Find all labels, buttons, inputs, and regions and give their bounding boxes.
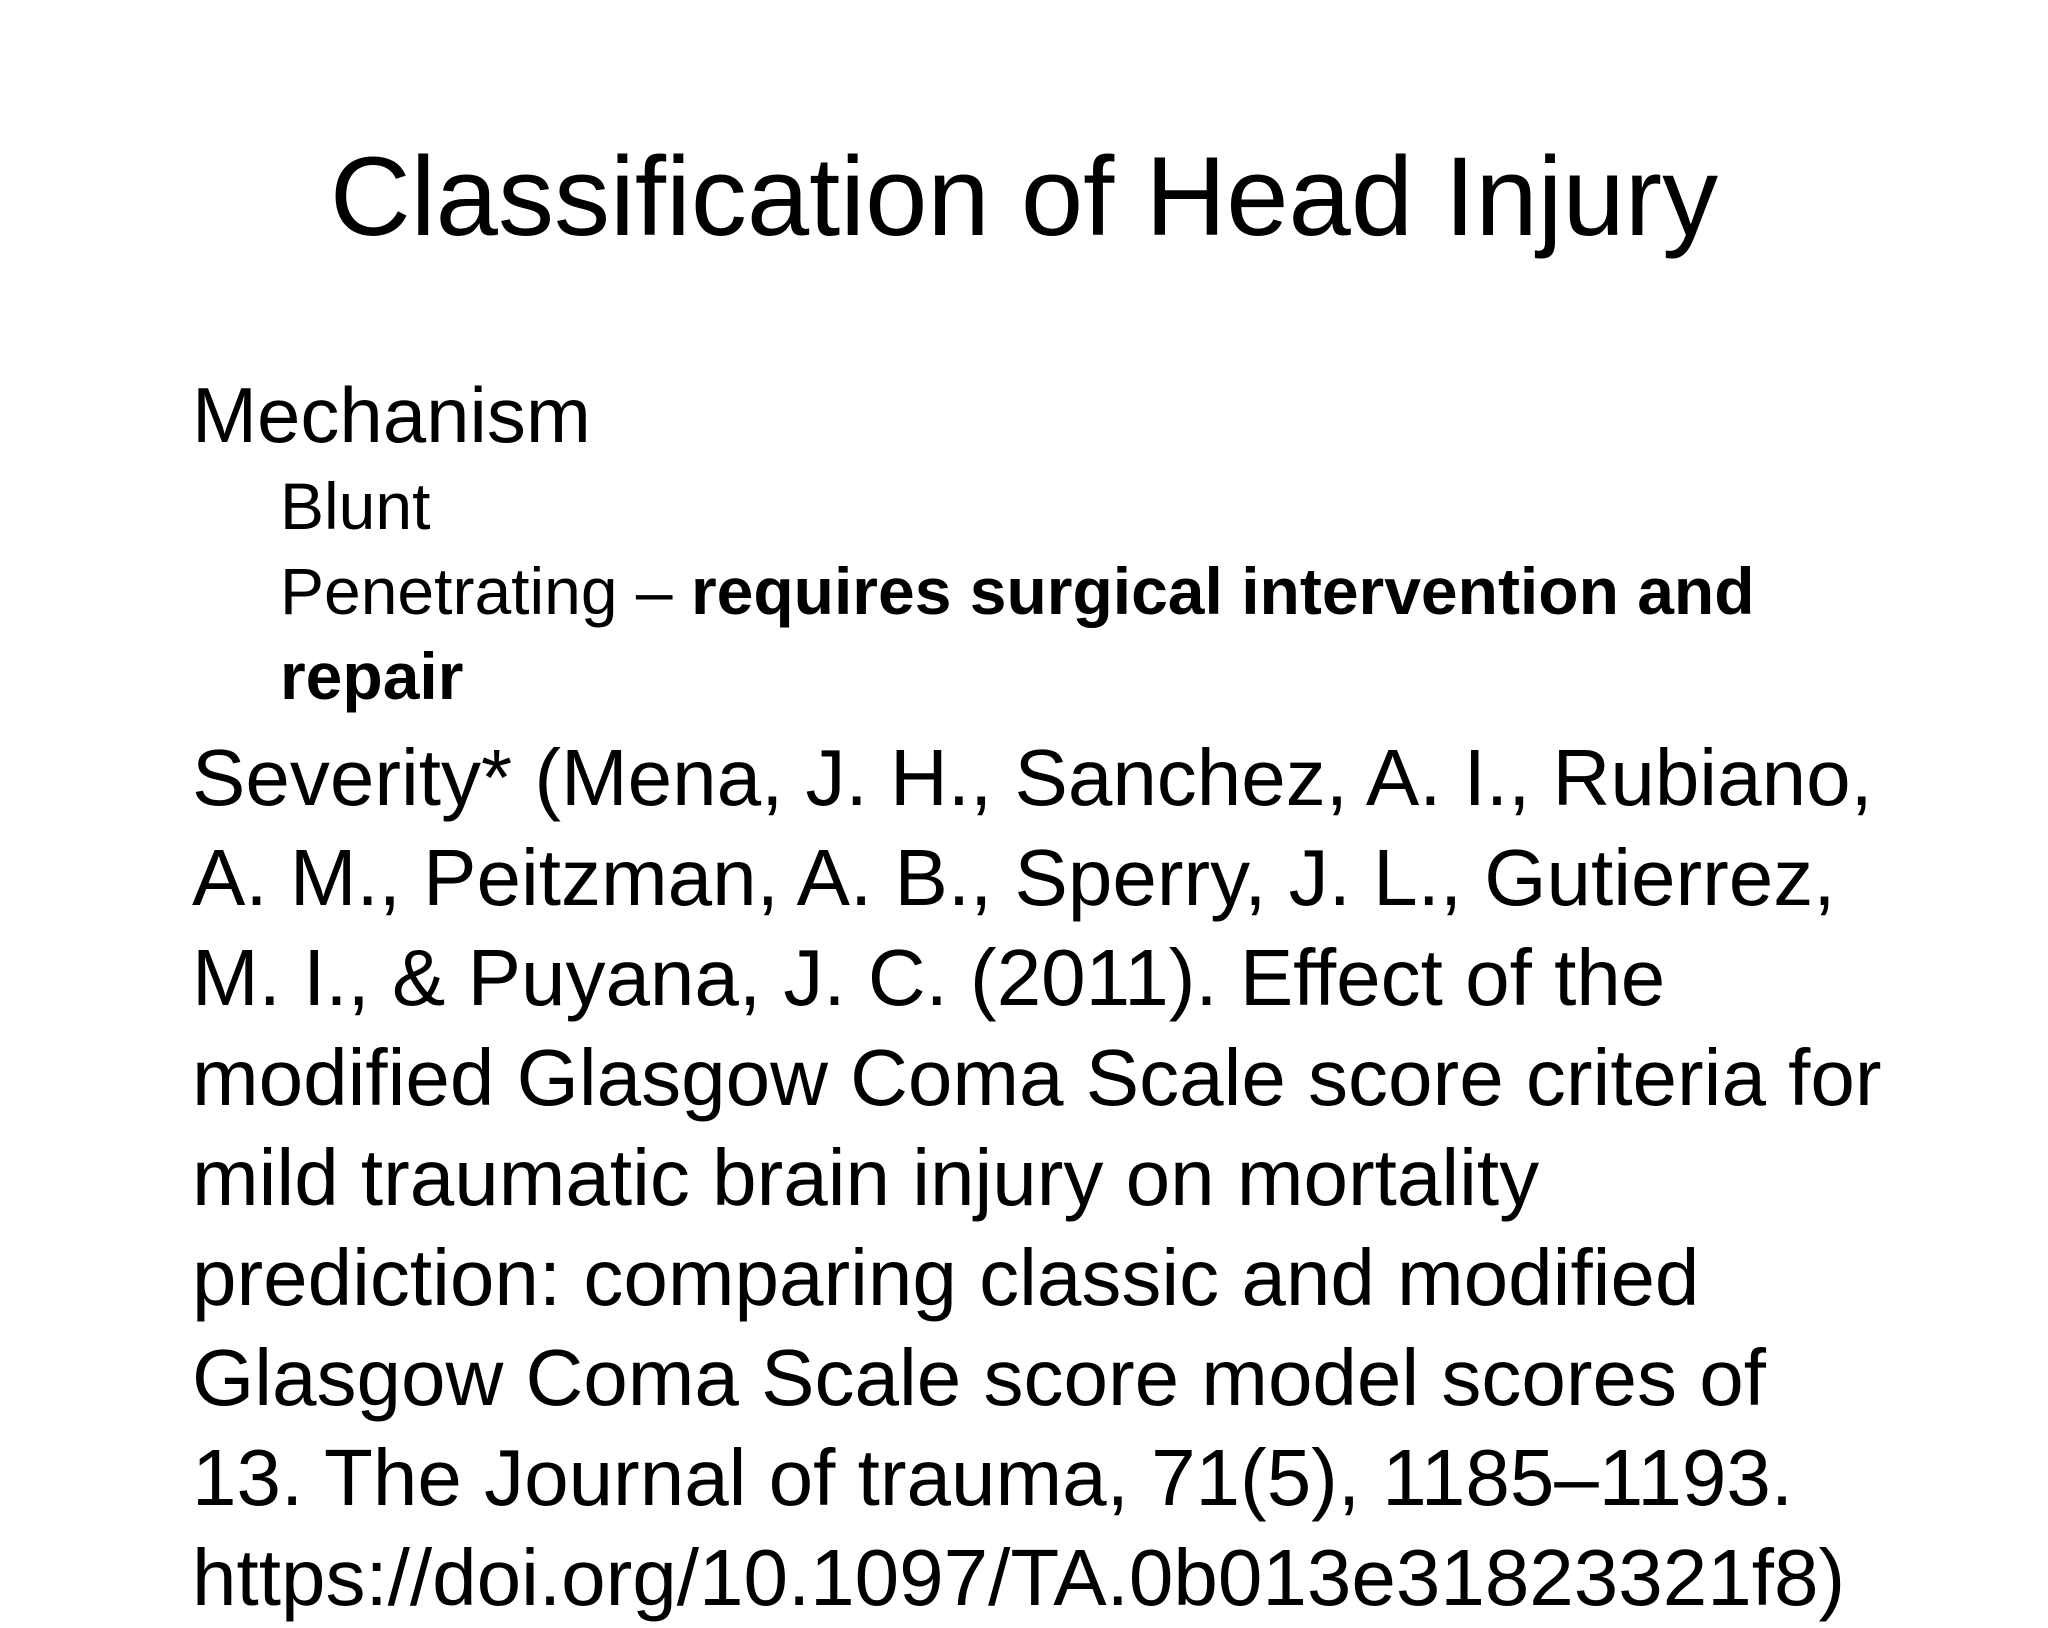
slide-title: Classification of Head Injury — [329, 134, 1719, 259]
mechanism-item-penetrating — [280, 551, 1755, 631]
mechanism-item-blunt — [280, 466, 430, 546]
severity-citation — [192, 728, 1882, 1628]
mechanism-item-text: Penetrating – — [280, 554, 691, 628]
mechanism-heading: Mechanism — [192, 371, 591, 459]
mechanism-item-continuation — [280, 636, 463, 716]
severity-line: mild traumatic brain injury on mortality — [192, 1133, 1540, 1222]
severity-line: prediction: comparing classic and modified — [192, 1233, 1700, 1322]
severity-line-doi: https://doi.org/10.1097/TA.0b013e31823321f8) — [192, 1533, 1846, 1622]
mechanism-item-emphasis: repair — [280, 639, 464, 713]
severity-line: modified Glasgow Coma Scale score criteria for — [192, 1033, 1882, 1122]
mechanism-item-emphasis: requires surgical intervention and — [690, 554, 1755, 628]
severity-line: Glasgow Coma Scale score model scores of — [192, 1333, 1766, 1422]
severity-line: 13. The Journal of trauma, 71(5), 1185–1193. — [192, 1433, 1794, 1522]
severity-line: A. M., Peitzman, A. B., Sperry, J. L., Gutierrez, — [192, 833, 1836, 922]
severity-line: Severity* (Mena, J. H., Sanchez, A. I., Rubiano, — [192, 733, 1873, 822]
severity-line: M. I., & Puyana, J. C. (2011). Effect of the — [192, 933, 1666, 1022]
mechanism-item-text: Blunt — [280, 469, 431, 543]
